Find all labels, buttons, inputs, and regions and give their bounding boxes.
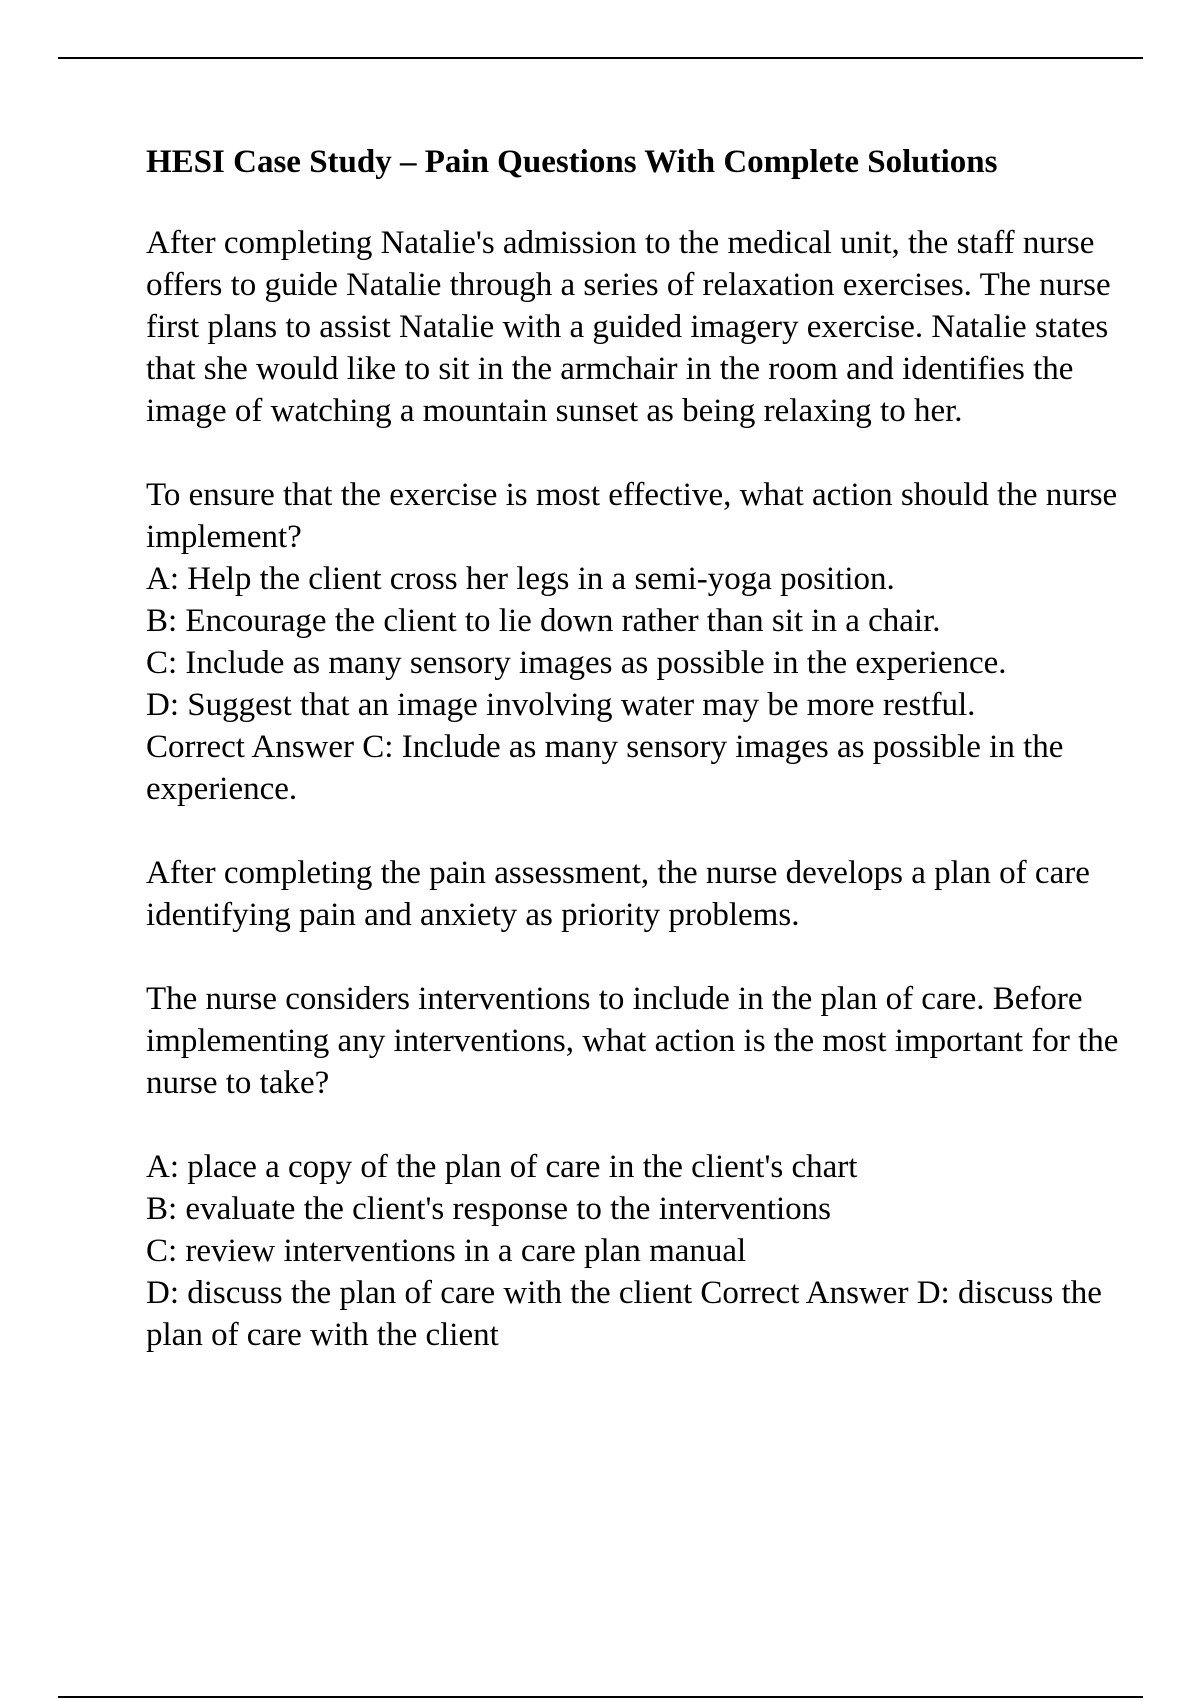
- q2-option-b: B: evaluate the client's response to the interventions: [146, 1191, 832, 1227]
- bottom-rule: [58, 1696, 1143, 1698]
- q1-option-d: D: Suggest that an image involving water may be more restful.: [146, 687, 976, 723]
- top-rule: [58, 57, 1143, 59]
- q2-question: The nurse considers interventions to include in the plan of care. Before implementing any interventions, what action is the most important for the nurse to take?: [146, 981, 1119, 1101]
- q1-option-a: A: Help the client cross her legs in a semi-yoga position.: [146, 561, 895, 597]
- q2-option-d-with-answer: D: discuss the plan of care with the client Correct Answer D: discuss the plan of care with the client: [146, 1275, 1102, 1353]
- spacer: [146, 936, 1156, 978]
- q2-scenario: After completing the pain assessment, the nurse develops a plan of care identifying pain and anxiety as priority problems.: [146, 855, 1090, 933]
- q1-option-c: C: Include as many sensory images as possible in the experience.: [146, 645, 1007, 681]
- q1-question: To ensure that the exercise is most effective, what action should the nurse implement?: [146, 477, 1118, 555]
- q1-option-b: B: Encourage the client to lie down rather than sit in a chair.: [146, 603, 941, 639]
- q2-option-c: C: review interventions in a care plan manual: [146, 1233, 747, 1269]
- spacer: [146, 810, 1156, 852]
- page-title: HESI Case Study – Pain Questions With Complete Solutions: [146, 144, 998, 180]
- q2-option-a: A: place a copy of the plan of care in the client's chart: [146, 1149, 858, 1185]
- spacer: [146, 1104, 1156, 1146]
- q1-scenario: After completing Natalie's admission to the medical unit, the staff nurse offers to guide Natalie through a series of relaxation exercises. The nurse first plans to assist Natalie with a guided imagery exercise. Natalie states that she would like to sit in the armchair in the room and identifies the image of watching a mountain sunset as being relaxing to her.: [146, 225, 1111, 429]
- q1-correct-answer: Correct Answer C: Include as many sensory images as possible in the experience.: [146, 729, 1064, 807]
- spacer: [146, 432, 1156, 474]
- document-body: [146, 142, 1156, 1356]
